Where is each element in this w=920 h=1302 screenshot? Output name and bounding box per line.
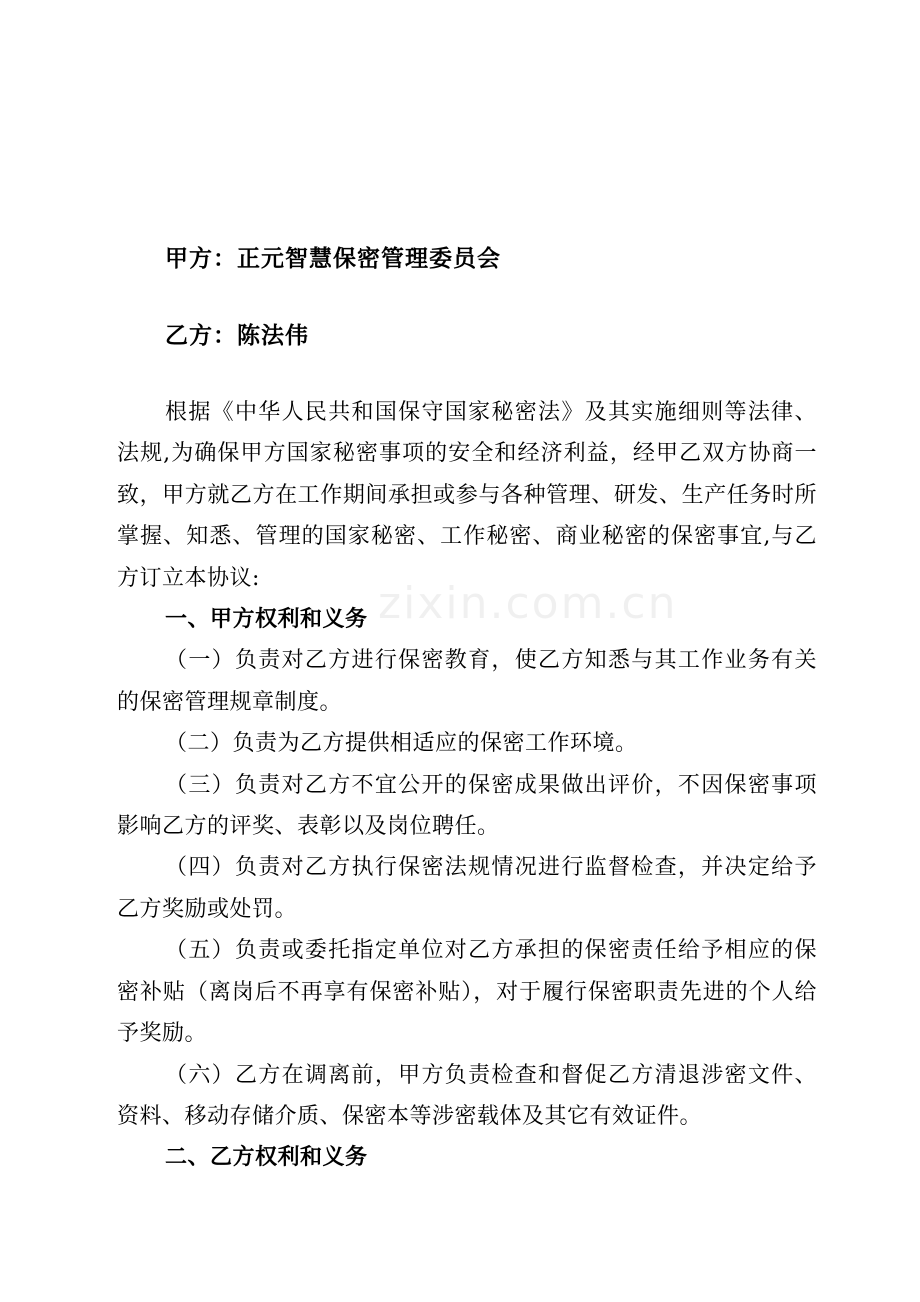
intro-paragraph: 根据《中华人民共和国保守国家秘密法》及其实施细则等法律、法规,为确保甲方国家秘密事项的安全和经济利益，经甲乙双方协商一致，甲方就乙方在工作期间承担或参与各种管理、研发、生产任务时所掌握、知悉、管理的国家秘密、工作秘密、商业秘密的保密事宜,与乙方订立本协议: xyxy=(117,400,817,591)
watermark: zixin.com.cn xyxy=(378,578,678,629)
agreement-body xyxy=(117,392,817,1179)
section-1-item: （六）乙方在调离前，甲方负责检查和督促乙方清退涉密文件、资料、移动存储介质、保密本等涉密载体及其它有效证件。 xyxy=(117,1062,817,1129)
party-a-line: 甲方：正元智慧保密管理委员会 xyxy=(165,246,501,272)
section-1-heading: 一、甲方权利和义务 xyxy=(165,607,368,633)
section-1-item: （二）负责为乙方提供相适应的保密工作环境。 xyxy=(165,731,638,757)
party-b-line: 乙方：陈法伟 xyxy=(165,323,309,349)
section-1-item: （四）负责对乙方执行保密法规情况进行监督检查，并决定给予乙方奖励或处罚。 xyxy=(117,855,817,922)
section-1-item: （五）负责或委托指定单位对乙方承担的保密责任给予相应的保密补贴（离岗后不再享有保密补贴），对于履行保密职责先进的个人给予奖励。 xyxy=(117,938,817,1047)
section-1-item: （一）负责对乙方进行保密教育，使乙方知悉与其工作业务有关的保密管理规章制度。 xyxy=(117,648,817,715)
section-2-heading: 二、乙方权利和义务 xyxy=(165,1145,368,1171)
section-1-item: （三）负责对乙方不宜公开的保密成果做出评价，不因保密事项影响乙方的评奖、表彰以及岗位聘任。 xyxy=(117,772,817,840)
